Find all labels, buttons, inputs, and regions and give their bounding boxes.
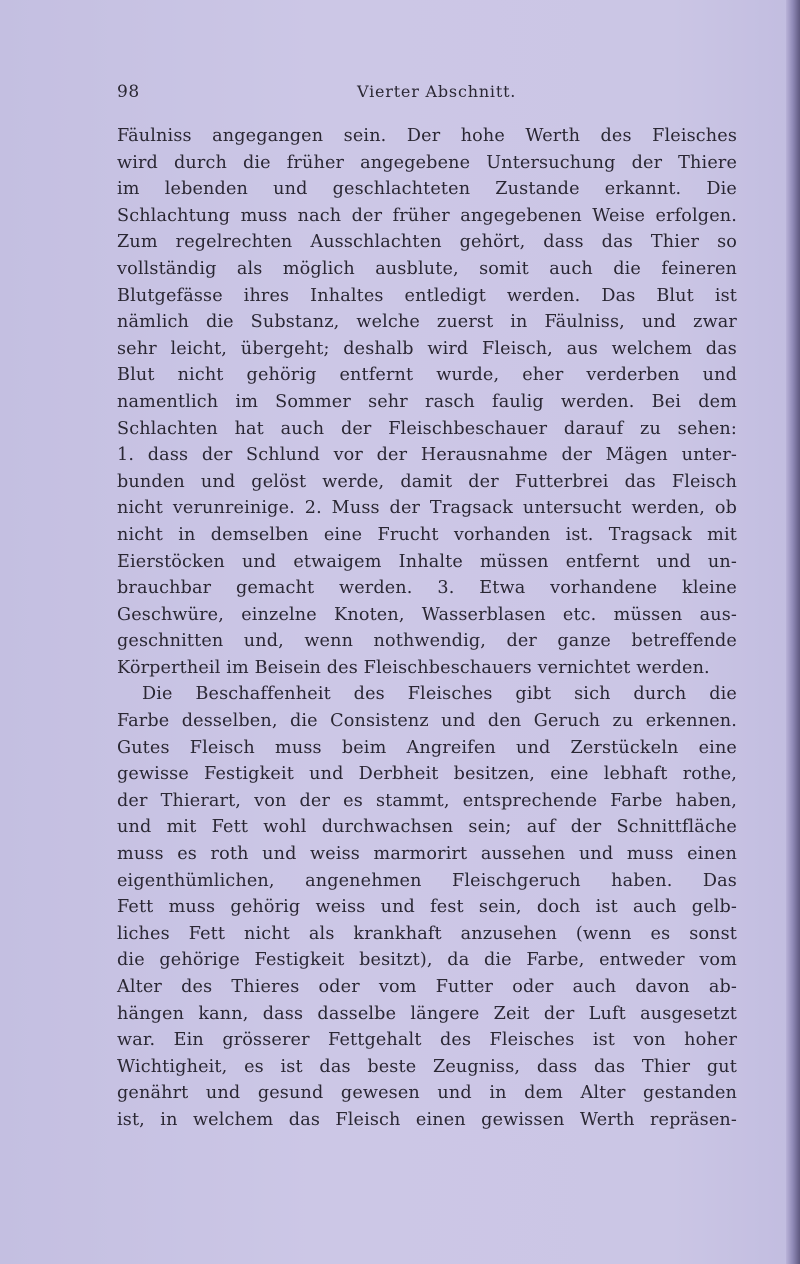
text-line: vollständig als möglich ausblute, somit auch die feineren: [117, 258, 737, 279]
text-line: genährt und gesund gewesen und in dem Alter gestanden: [117, 1083, 737, 1104]
text-line: Farbe desselben, die Consistenz und den Geruch zu erkennen.: [117, 711, 737, 732]
page-number: 98: [117, 82, 140, 102]
text-line: nämlich die Substanz, welche zuerst in Fäulniss, und zwar: [117, 312, 737, 333]
text-line: geschnitten und, wenn nothwendig, der ganze betreffende: [117, 631, 737, 652]
text-line: ist, in welchem das Fleisch einen gewissen Werth repräsen-: [117, 1109, 737, 1130]
text-line: Fett muss gehörig weiss und fest sein, doch ist auch gelb-: [117, 897, 737, 918]
body-text: [117, 123, 737, 1134]
text-line: muss es roth und weiss marmorirt aussehen und muss einen: [117, 844, 737, 865]
text-line: Geschwüre, einzelne Knoten, Wasserblasen etc. müssen aus-: [117, 604, 737, 625]
text-line: im lebenden und geschlachteten Zustande erkannt. Die: [117, 179, 737, 200]
text-line: bunden und gelöst werde, damit der Futterbrei das Fleisch: [117, 471, 737, 492]
text-line: war. Ein grösserer Fettgehalt des Fleisches ist von hoher: [117, 1030, 737, 1051]
text-line: und mit Fett wohl durchwachsen sein; auf der Schnittfläche: [117, 817, 737, 838]
text-line: Gutes Fleisch muss beim Angreifen und Zerstückeln eine: [117, 737, 737, 758]
text-line: brauchbar gemacht werden. 3. Etwa vorhandene kleine: [117, 578, 737, 599]
text-line: eigenthümlichen, angenehmen Fleischgeruch haben. Das: [117, 870, 737, 891]
text-line: sehr leicht, übergeht; deshalb wird Fleisch, aus welchem das: [117, 338, 737, 359]
text-line: Eierstöcken und etwaigem Inhalte müssen entfernt und un-: [117, 551, 737, 572]
text-line: nicht in demselben eine Frucht vorhanden ist. Tragsack mit: [117, 524, 737, 545]
page-header: [117, 82, 647, 110]
text-line: Fäulniss angegangen sein. Der hohe Werth des Fleisches: [117, 126, 737, 146]
text-line: Körpertheil im Beisein des Fleischbeschauers vernichtet werden.: [117, 657, 710, 678]
text-line: Zum regelrechten Ausschlachten gehört, dass das Thier so: [117, 232, 737, 253]
running-title: Vierter Abschnitt.: [357, 82, 517, 101]
page-edge-shadow: [786, 0, 800, 1264]
text-line: liches Fett nicht als krankhaft anzusehen (wenn es sonst: [117, 923, 737, 944]
text-line: Wichtigheit, es ist das beste Zeugniss, dass das Thier gut: [117, 1056, 737, 1077]
text-line: Alter des Thieres oder vom Futter oder auch davon ab-: [117, 977, 737, 997]
text-line: Blutgefässe ihres Inhaltes entledigt werden. Das Blut ist: [117, 285, 737, 306]
text-line: nicht verunreinige. 2. Muss der Tragsack untersucht werden, ob: [117, 498, 737, 519]
text-line: hängen kann, dass dasselbe längere Zeit der Luft ausgesetzt: [117, 1003, 737, 1024]
text-line: Die Beschaffenheit des Fleisches gibt sich durch die: [142, 684, 737, 705]
text-line: namentlich im Sommer sehr rasch faulig werden. Bei dem: [117, 391, 737, 412]
text-line: die gehörige Festigkeit besitzt), da die Farbe, entweder vom: [117, 950, 737, 971]
text-line: der Thierart, von der es stammt, entsprechende Farbe haben,: [117, 790, 737, 811]
text-line: wird durch die früher angegebene Untersuchung der Thiere: [117, 152, 737, 173]
text-line: Blut nicht gehörig entfernt wurde, eher verderben und: [117, 365, 737, 386]
text-line: gewisse Festigkeit und Derbheit besitzen, eine lebhaft rothe,: [117, 764, 737, 785]
text-line: Schlachtung muss nach der früher angegebenen Weise erfolgen.: [117, 205, 737, 226]
text-line: Schlachten hat auch der Fleischbeschauer darauf zu sehen:: [117, 418, 737, 439]
text-line: 1. dass der Schlund vor der Herausnahme der Mägen unter-: [117, 445, 737, 466]
